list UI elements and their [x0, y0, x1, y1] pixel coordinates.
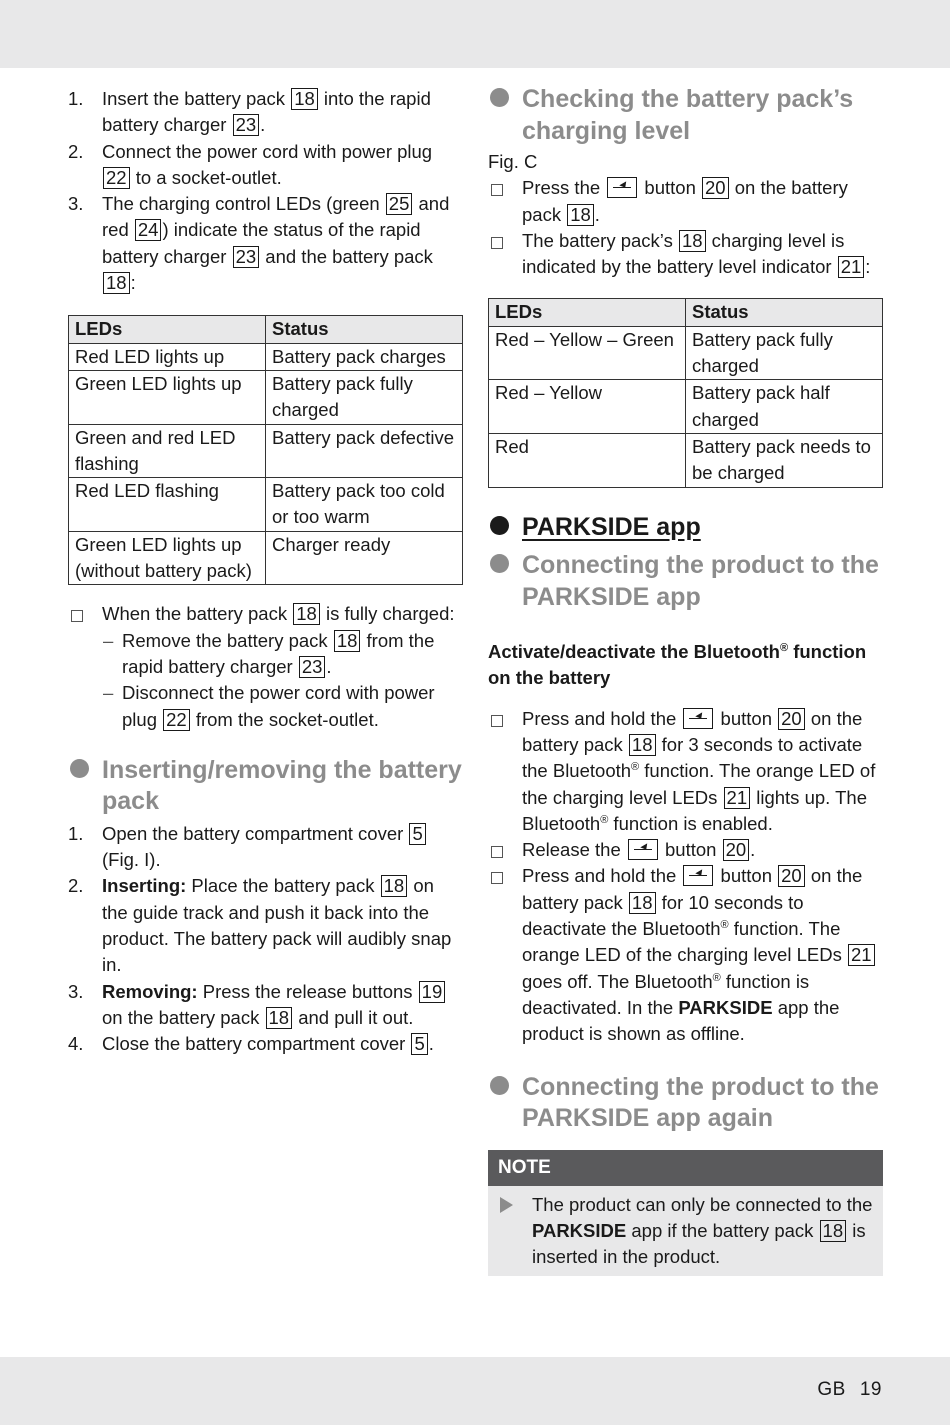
- note-box: [488, 1150, 883, 1277]
- ref-number: 24: [135, 219, 162, 241]
- ref-number: 18: [266, 1007, 293, 1029]
- ref-number: 18: [291, 88, 318, 110]
- ref-number: 18: [567, 204, 594, 226]
- ref-number: 18: [381, 875, 408, 897]
- arrow-right-icon: [500, 1197, 513, 1213]
- column-header: LEDs: [69, 316, 266, 343]
- table-row: Red – Yellow – Green Battery pack fully charged: [489, 326, 883, 380]
- table-row: Green LED lights up Battery pack fully charged: [69, 370, 463, 424]
- top-band: [0, 0, 950, 68]
- ref-number: 22: [103, 167, 130, 189]
- ref-number: 23: [233, 246, 260, 268]
- checkbox-item: Release the button 20 .: [488, 837, 883, 863]
- section-heading: Inserting/removing the battery pack: [68, 755, 463, 818]
- ref-number: 18: [293, 603, 320, 625]
- charger-led-table: [68, 315, 463, 585]
- step-item: 1. Insert the battery pack 18 into the rapid battery charger 23 .: [68, 88, 431, 136]
- ref-number: 20: [778, 865, 805, 887]
- subsection-heading: Activate/deactivate the Bluetooth® function on the battery: [488, 641, 867, 689]
- dash-item: – Remove the battery pack 18 from the rapid battery charger 23 .: [103, 629, 435, 677]
- charge-level-table: [488, 298, 883, 487]
- checkbox-item: When the battery pack 18 is fully charged:: [68, 601, 463, 627]
- note-title: NOTE: [488, 1150, 883, 1186]
- ref-number: 18: [629, 734, 656, 756]
- table-row: Red Battery pack needs to be charged: [489, 433, 883, 487]
- step-item: 1. Open the battery compartment cover 5 (Fig. I).: [68, 821, 463, 874]
- ref-number: 18: [820, 1220, 847, 1242]
- ref-number: 5: [409, 823, 425, 845]
- ref-number: 23: [233, 114, 260, 136]
- ref-number: 23: [299, 656, 326, 678]
- ref-number: 20: [778, 708, 805, 730]
- figure-reference: Fig. C: [488, 151, 538, 172]
- step-item: 2. Inserting: Place the battery pack 18 on the guide track and push it back into the product. The battery pack will audibly snap in.: [68, 875, 452, 976]
- table-row: Red – Yellow Battery pack half charged: [489, 380, 883, 434]
- battery-button-icon: [683, 708, 713, 729]
- step-item: 2. Connect the power cord with power plug 22 to a socket-outlet.: [68, 140, 433, 188]
- ref-number: 18: [103, 272, 130, 294]
- table-row: Green and red LED flashing Battery pack defective: [69, 424, 463, 478]
- section-heading: Checking the battery pack’s charging level: [488, 84, 883, 147]
- section-heading: Connecting the product to the PARKSIDE app: [488, 550, 883, 613]
- battery-button-icon: [628, 839, 658, 860]
- checkbox-item: Press and hold the button 20 on the battery pack 18 for 10 seconds to deactivate the Bluetooth® function. The orange LED of the charging level LEDs 21 goes off. The Bluetooth® function is deactivated. In the PARKSIDE app the product is shown as offline.: [488, 863, 883, 1047]
- left-column: [68, 86, 463, 1058]
- column-header: Status: [266, 316, 463, 343]
- column-header: Status: [686, 299, 883, 326]
- ref-number: 18: [334, 630, 361, 652]
- language-code: GB: [817, 1379, 846, 1400]
- page-number: 19: [859, 1379, 882, 1400]
- step-item: 4. Close the battery compartment cover 5 .: [68, 1033, 434, 1055]
- ref-number: 20: [702, 177, 729, 199]
- table-header-row: [489, 299, 883, 326]
- ref-number: 21: [838, 256, 865, 278]
- section-heading: Connecting the product to the PARKSIDE app again: [488, 1072, 883, 1135]
- checkbox-item: The battery pack’s 18 charging level is indicated by the battery level indicator 21 :: [488, 228, 883, 281]
- page-footer: [803, 1377, 882, 1403]
- ref-number: 21: [724, 787, 751, 809]
- ref-number: 18: [679, 230, 706, 252]
- ref-number: 25: [386, 193, 413, 215]
- dash-item: – Disconnect the power cord with power plug 22 from the socket-outlet.: [103, 682, 435, 730]
- table-header-row: [69, 316, 463, 343]
- step-item: 3. Removing: Press the release buttons 19 on the battery pack 18 and pull it out.: [68, 979, 463, 1032]
- right-column: [488, 86, 883, 1276]
- step-item: 3. The charging control LEDs (green 25 and red 24 ) indicate the status of the rapid battery charger 23 and the battery pack 18 :: [68, 193, 450, 294]
- ref-number: 20: [723, 839, 750, 861]
- ref-number: 18: [629, 892, 656, 914]
- table-row: Green LED lights up (without battery pack) Charger ready: [69, 531, 463, 585]
- ref-number: 5: [411, 1033, 427, 1055]
- section-heading: PARKSIDE app: [488, 512, 883, 544]
- battery-button-icon: [683, 865, 713, 886]
- ref-number: 22: [163, 709, 190, 731]
- battery-button-icon: [607, 177, 637, 198]
- note-body: The product can only be connected to the PARKSIDE app if the battery pack 18 is inserted in the product.: [488, 1186, 883, 1277]
- column-header: LEDs: [489, 299, 686, 326]
- checkbox-item: Press and hold the button 20 on the battery pack 18 for 3 seconds to activate the Bluetooth® function. The orange LED of the charging level LEDs 21 lights up. The Bluetooth® function is enabled.: [488, 706, 883, 837]
- table-row: Red LED flashing Battery pack too cold or too warm: [69, 478, 463, 532]
- table-row: Red LED lights up Battery pack charges: [69, 343, 463, 370]
- ref-number: 19: [419, 981, 446, 1003]
- checkbox-item: Press the button 20 on the battery pack 18 .: [488, 175, 883, 228]
- ref-number: 21: [848, 944, 875, 966]
